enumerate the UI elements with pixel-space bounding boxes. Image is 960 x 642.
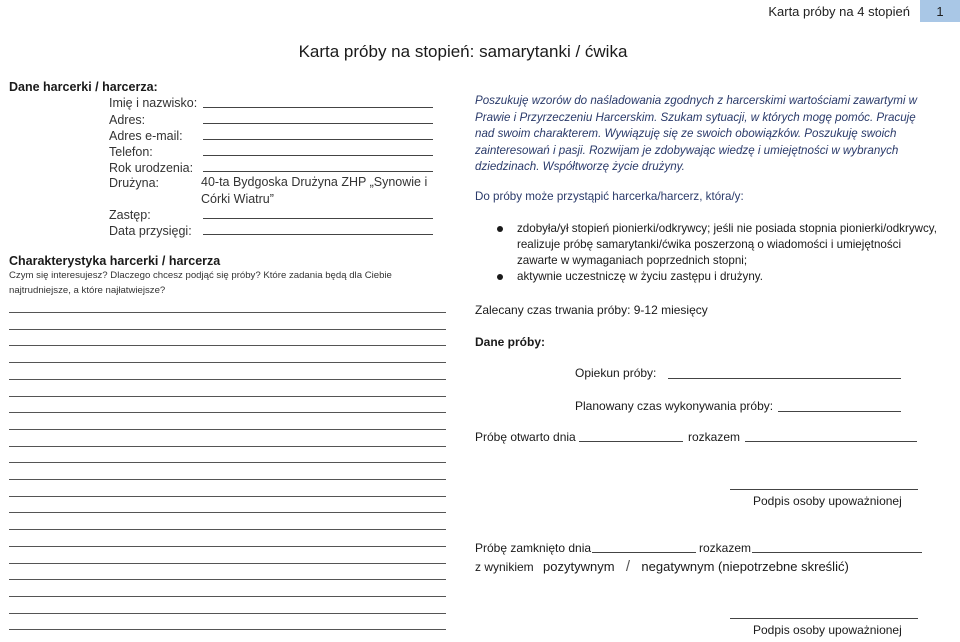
result-label <box>475 558 849 575</box>
requirement-item: zdobyła/ył stopień pionierki/odkrywcy; jeśli nie posiada stopnia pionierki/odkrywcy, realizuje próbę samarytanki/ćwika poszerzoną o wiadomości i umiejętności zawarte w wymaganiach poprzednich stopni; <box>497 221 937 269</box>
writing-line <box>9 596 446 597</box>
writing-line <box>9 613 446 614</box>
requirement-item: aktywnie uczestniczę w życiu zastępu i drużyny. <box>497 269 937 285</box>
zastep-line <box>203 218 433 219</box>
trial-data-heading: Dane próby: <box>475 335 546 349</box>
writing-line <box>9 396 446 397</box>
writing-line <box>9 412 446 413</box>
name-label: Imię i nazwisko: <box>109 96 198 110</box>
writing-line <box>9 496 446 497</box>
oath-date-line <box>203 234 433 235</box>
writing-line <box>9 312 446 313</box>
signature-line-1 <box>730 489 918 490</box>
writing-line <box>9 329 446 330</box>
opened-date-line <box>579 441 683 442</box>
phone-line <box>203 155 433 156</box>
characteristics-heading: Charakterystyka harcerki / harcerza <box>9 254 221 268</box>
birth-year-label: Rok urodzenia: <box>109 161 194 175</box>
characteristics-description: Czym się interesujesz? Dlaczego chcesz podjąć się próby? Które zadania będą dla Ciebie najtrudniejsze, a które najłatwiejsze? <box>9 270 392 296</box>
email-label: Adres e-mail: <box>109 129 183 143</box>
writing-line <box>9 563 446 564</box>
order-label-1: rozkazem <box>688 430 741 444</box>
writing-line <box>9 529 446 530</box>
name-line <box>203 107 433 108</box>
result-positive: pozytywnym <box>543 559 615 574</box>
page-number-badge: 1 <box>920 0 960 22</box>
result-prefix: z wynikiem <box>475 560 534 574</box>
address-label: Adres: <box>109 113 146 127</box>
address-line <box>203 123 433 124</box>
writing-line <box>9 546 446 547</box>
closed-date-line <box>592 552 696 553</box>
writing-line <box>9 479 446 480</box>
zastep-label: Zastęp: <box>109 208 151 222</box>
signature-label-2: Podpis osoby upoważnionej <box>753 623 902 637</box>
birth-year-line <box>203 171 433 172</box>
writing-line <box>9 512 446 513</box>
page-title: Karta próby na stopień: samarytanki / ćwika <box>298 42 628 61</box>
planned-time-line <box>778 411 901 412</box>
writing-line <box>9 629 446 630</box>
writing-line <box>9 446 446 447</box>
order-label-2: rozkazem <box>699 541 752 555</box>
signature-line-2 <box>730 618 918 619</box>
result-separator: / <box>625 558 631 575</box>
order-line-2 <box>752 552 922 553</box>
recommended-duration: Zalecany czas trwania próby: 9-12 miesięcy <box>475 303 708 317</box>
email-line <box>203 139 433 140</box>
closed-date-label: Próbę zamknięto dnia <box>475 541 592 555</box>
writing-line <box>9 362 446 363</box>
result-negative: negatywnym (niepotrzebne skreślić) <box>641 559 849 574</box>
opened-date-label: Próbę otwarto dnia <box>475 430 576 444</box>
writing-line <box>9 345 446 346</box>
oath-date-label: Data przysięgi: <box>109 224 192 238</box>
mentor-label: Opiekun próby: <box>575 366 657 380</box>
requirements-intro: Do próby może przystąpić harcerka/harcerz, która/y: <box>475 190 744 203</box>
ideal-description: Poszukuję wzorów do naśladowania zgodnych z harcerskimi wartościami zawartymi w Prawie i Przyrzeczeniu Harcerskim. Szukam sytuacji, w których mogę pomóc. Pracuję nad swoim charakterem. Wywiązuję się ze swoich obowiązków. Poszukuję swoich zainteresowań i pasji. Rozwijam je zdobywając wiedzę i umiejętności w wybranych dziedzinach. Współtworzę życie drużyny. <box>475 94 918 173</box>
planned-time-label: Planowany czas wykonywania próby: <box>575 399 774 413</box>
druzyna-label: Drużyna: <box>109 176 160 190</box>
phone-label: Telefon: <box>109 145 153 159</box>
signature-label-1: Podpis osoby upoważnionej <box>753 494 902 508</box>
druzyna-value: 40-ta Bydgoska Drużyna ZHP „Synowie i Córki Wiatru” <box>201 175 428 206</box>
writing-line <box>9 379 446 380</box>
mentor-line <box>668 378 901 379</box>
writing-line <box>9 579 446 580</box>
header-title: Karta próby na 4 stopień <box>768 4 910 19</box>
writing-line <box>9 462 446 463</box>
personal-data-heading: Dane harcerki / harcerza: <box>9 80 158 94</box>
writing-line <box>9 429 446 430</box>
order-line-1 <box>745 441 917 442</box>
requirements-list <box>497 221 937 285</box>
